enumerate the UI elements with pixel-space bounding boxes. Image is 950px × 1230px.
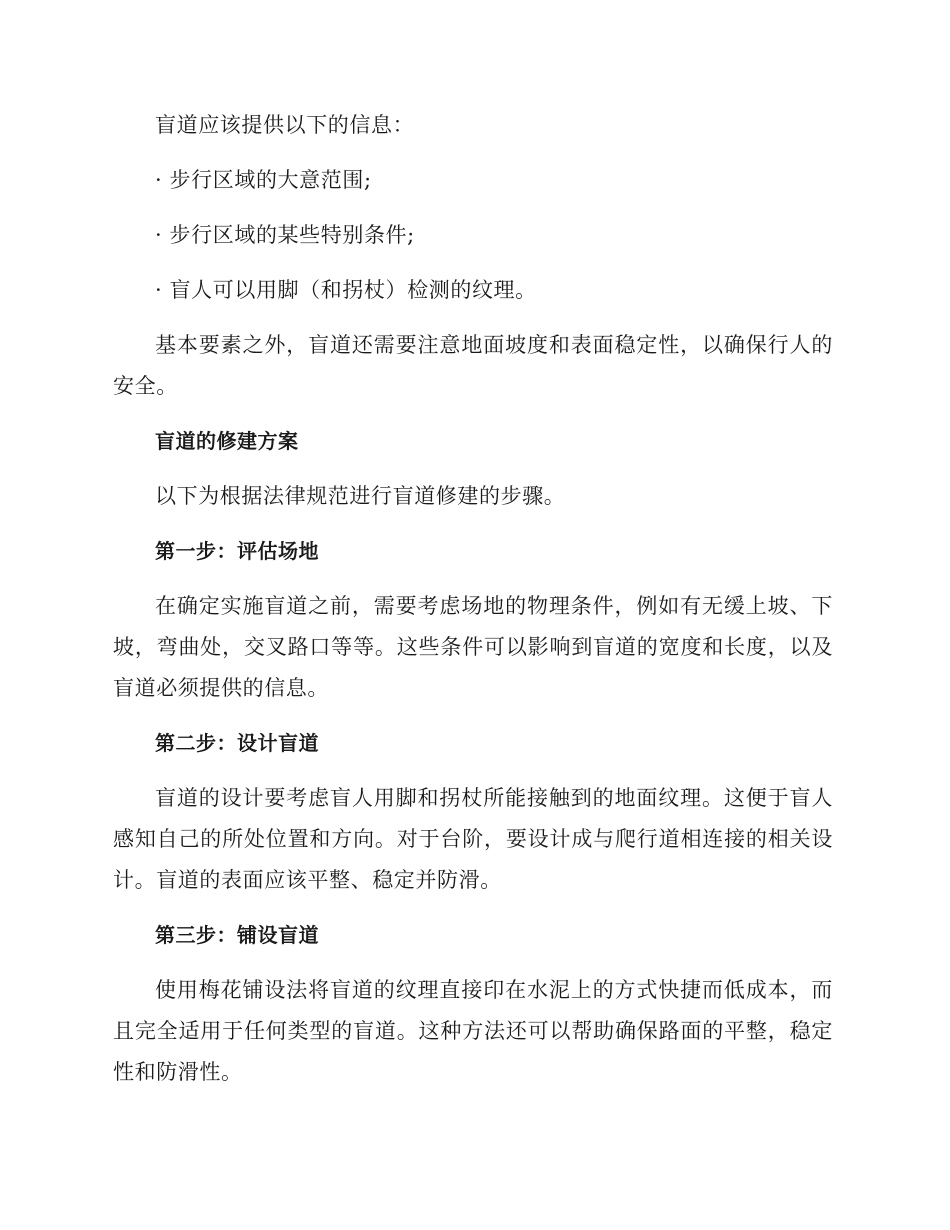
bullet-item-walking-range: · 步行区域的大意范围; [155,168,372,192]
bullet-item-texture: · 盲人可以用脚（和拐杖）检测的纹理。 [155,278,537,302]
step3-paragraph: 使用梅花铺设法将盲道的纹理直接印在水泥上的方式快捷而低成本，而且完全适用于任何类型的盲道。这种方法还可以帮助确保路面的平整，稳定性和防滑性。 [113,978,833,1084]
step2-paragraph: 盲道的设计要考虑盲人用脚和拐杖所能接触到的地面纹理。这便于盲人感知自己的所处位置和方向。对于台阶，要设计成与爬行道相连接的相关设计。盲道的表面应该平整、稳定并防滑。 [113,786,833,892]
basic-elements-paragraph: 基本要素之外，盲道还需要注意地面坡度和表面稳定性，以确保行人的安全。 [113,333,833,398]
plan-intro-paragraph: 以下为根据法律规范进行盲道修建的步骤。 [155,484,566,508]
step2-heading: 第二步：设计盲道 [155,731,319,755]
document-body [113,105,833,1107]
intro-paragraph: 盲道应该提供以下的信息： [155,113,415,137]
step3-heading: 第三步：铺设盲道 [155,923,319,947]
section-heading-plan: 盲道的修建方案 [155,429,299,453]
step1-paragraph: 在确定实施盲道之前，需要考虑场地的物理条件，例如有无缓上坡、下坡，弯曲处，交叉路口等等。这些条件可以影响到盲道的宽度和长度，以及盲道必须提供的信息。 [113,594,833,700]
step1-heading: 第一步：评估场地 [155,539,319,563]
bullet-item-special-conditions: · 步行区域的某些特别条件; [155,223,415,247]
